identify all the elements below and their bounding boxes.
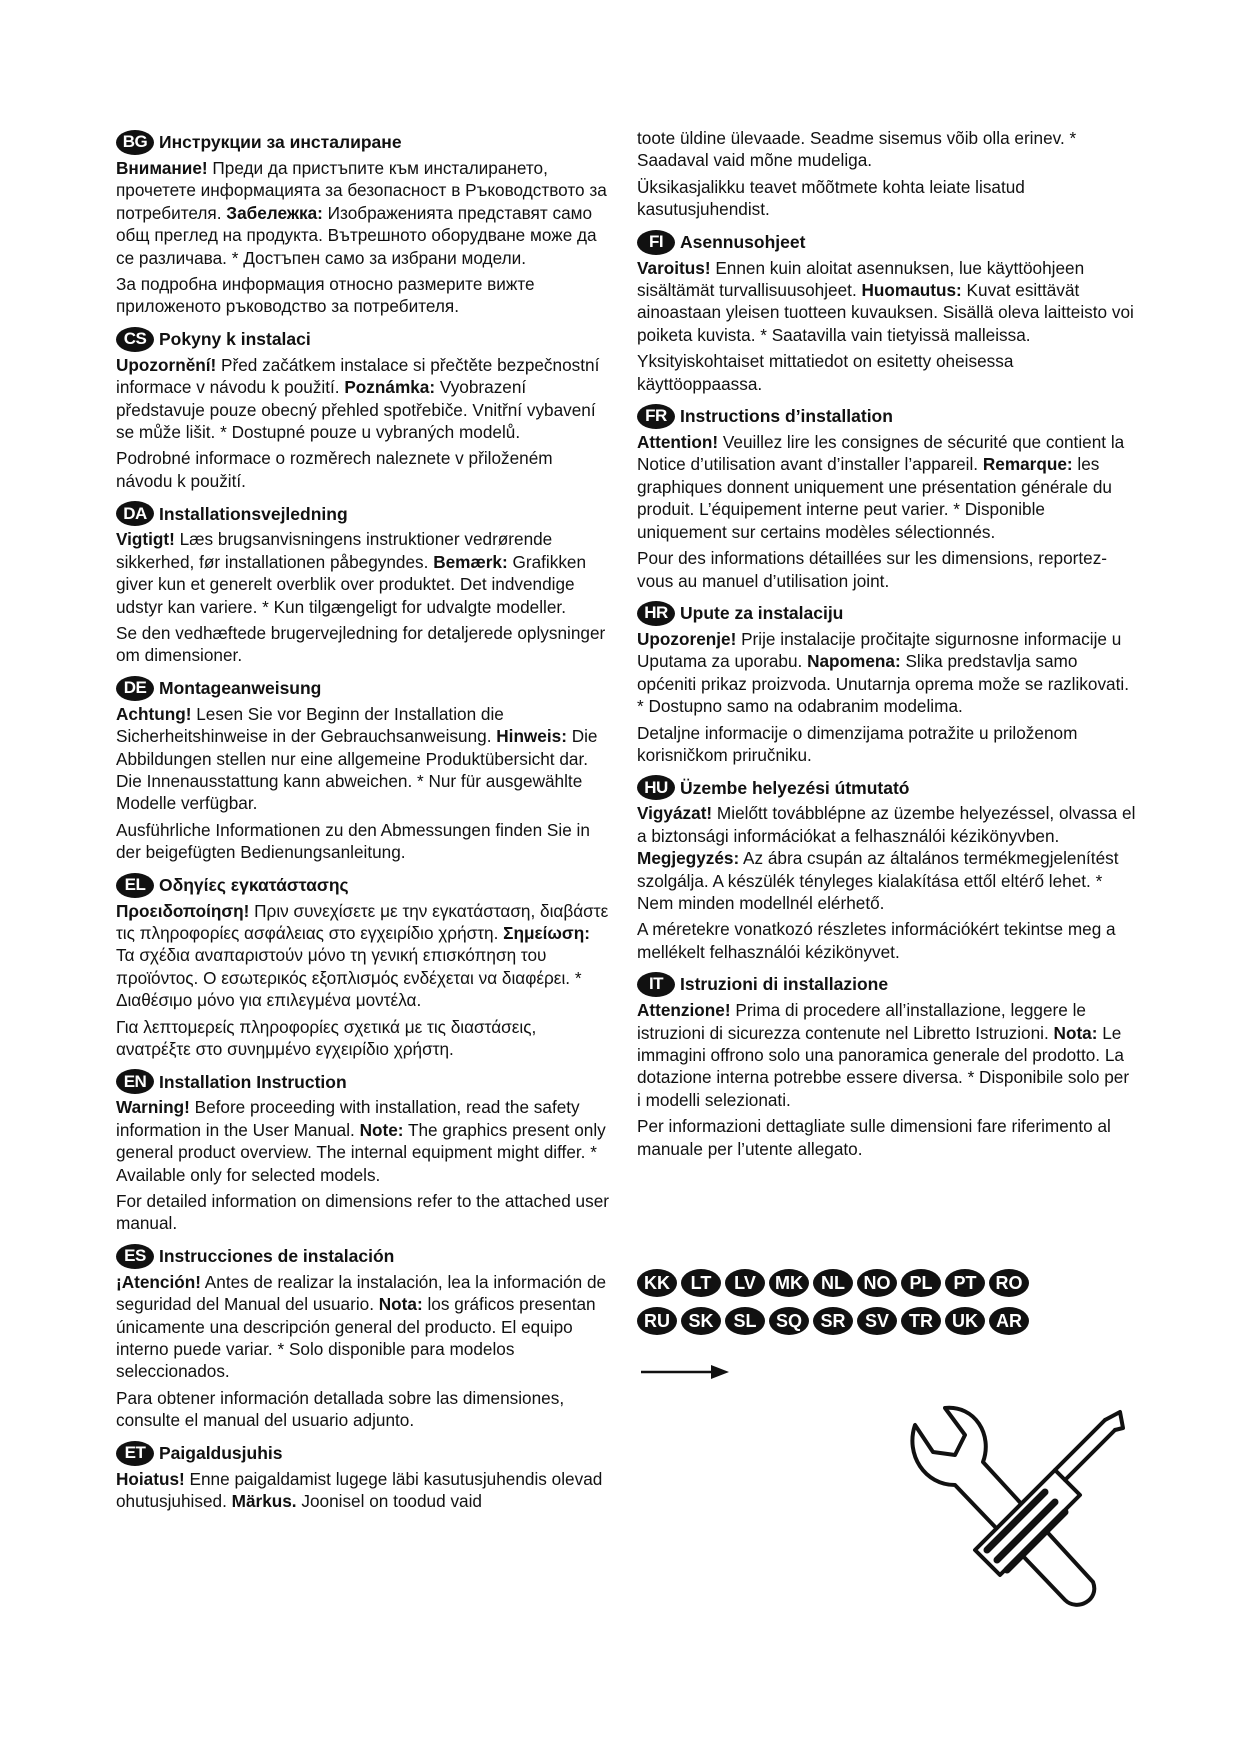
warning-text: Před začátkem instalace si přečtěte bezpečnostní informace v návodu k použití.	[116, 354, 600, 398]
language-code-row	[637, 1269, 1137, 1297]
language-code-badge: TR	[901, 1307, 941, 1335]
note-label: Σημείωση:	[503, 922, 590, 943]
dimensions-note: Se den vedhæftede brugervejledning for detaljerede oplysninger om dimensioner.	[116, 622, 606, 666]
section-title: Instrucciones de instalación	[159, 1246, 395, 1267]
dimensions-note: Για λεπτομερείς πληροφορίες σχετικά με τις διαστάσεις, ανατρέξτε στο συνημμένο εγχειρίδιο χρήστη.	[116, 1016, 537, 1059]
language-code-grid	[637, 1269, 1137, 1345]
warning-label: Προειδοποίηση!	[116, 900, 250, 921]
warning-label: Vigtigt!	[116, 529, 175, 550]
language-code-badge: LV	[725, 1269, 765, 1297]
warning-label: ¡Atención!	[116, 1271, 201, 1292]
language-code-badge: PT	[945, 1269, 985, 1297]
warning-label: Warning!	[116, 1097, 190, 1118]
warning-label: Attenzione!	[637, 1000, 731, 1021]
warning-label: Upozornění!	[116, 354, 217, 375]
language-code-badge: NL	[813, 1269, 853, 1297]
section-body	[116, 900, 610, 1012]
note-text: Grafikken giver kun et generelt overblik over produktet. Det indvendige udstyr kan variere. * Kun tilgængeligt for udvalgte modeller.	[116, 551, 587, 617]
note-label: Megjegyzés:	[637, 848, 740, 869]
note-text: Die Abbildungen stellen nur eine allgemeine Produktübersicht dar. Die Innenausstattung kann abweichen. * Nur für ausgewählte Modelle verfügbar.	[116, 726, 598, 814]
dimensions-note: For detailed information on dimensions refer to the attached user manual.	[116, 1191, 609, 1234]
section-body	[116, 1096, 610, 1186]
section-bg	[116, 130, 610, 318]
section-hr	[637, 601, 1137, 766]
language-badge: EL	[116, 873, 154, 898]
section-header	[637, 230, 1137, 255]
language-badge: DA	[116, 501, 154, 526]
section-en	[116, 1069, 610, 1234]
warning-label: Vigyázat!	[637, 803, 713, 824]
language-code-badge: MK	[769, 1269, 809, 1297]
note-text: los gráficos presentan únicamente una descripción general del producto. El equipo interno puede variar. * Solo disponible para modelos seleccionados.	[116, 1294, 596, 1382]
dimensions-note: Per informazioni dettagliate sulle dimensioni fare riferimento al manuale per l’utente allegato.	[637, 1116, 1111, 1159]
section-body	[116, 1468, 610, 1513]
warning-text: Before proceeding with installation, read the safety information in the User Manual.	[116, 1097, 580, 1140]
section-body	[116, 354, 610, 444]
section-title: Pokyny k instalaci	[159, 329, 311, 350]
section-title: Asennusohjeet	[680, 231, 806, 252]
dimensions-note: Para obtener información detallada sobre las dimensiones, consulte el manual del usuario adjunto.	[116, 1387, 565, 1431]
section-de	[116, 676, 610, 864]
section-title: Installation Instruction	[159, 1071, 347, 1092]
section-body	[116, 1271, 610, 1383]
warning-text: Prije instalacije pročitajte sigurnosne informacije u Uputama za uporabu.	[637, 628, 1122, 672]
language-code-row	[637, 1307, 1137, 1335]
warning-label: Attention!	[637, 432, 719, 453]
warning-text: Ennen kuin aloitat asennuksen, lue käyttöohjeen sisältämät turvallisuusohjeet.	[637, 257, 1085, 301]
language-code-badge: SQ	[769, 1307, 809, 1335]
dimensions-note: Detaljne informacije o dimenzijama potražite u priloženom korisničkom priručniku.	[637, 722, 1078, 765]
section-body	[637, 628, 1137, 718]
continuation-extra: Üksikasjalikku teavet mõõtmete kohta leiate lisatud kasutusjuhendist.	[637, 176, 1025, 220]
section-fr	[637, 404, 1137, 592]
section-title: Paigaldusjuhis	[159, 1442, 283, 1463]
language-code-badge: NO	[857, 1269, 897, 1297]
language-badge: HU	[637, 775, 675, 800]
dimensions-note: Podrobné informace o rozměrech naleznete v přiloženém návodu k použití.	[116, 448, 553, 491]
section-body	[116, 157, 610, 269]
note-label: Bemærk:	[433, 551, 508, 572]
note-text: Joonisel on toodud vaid	[296, 1491, 482, 1512]
section-it	[637, 972, 1137, 1160]
language-code-badge: AR	[989, 1307, 1029, 1335]
section-hu	[637, 775, 1137, 963]
language-badge: HR	[637, 601, 675, 626]
section-header	[637, 775, 1137, 800]
warning-label: Achtung!	[116, 703, 192, 724]
dimensions-note: Yksityiskohtaiset mittatiedot on esitetty oheisessa käyttöoppaassa.	[637, 351, 1014, 394]
note-text: Slika predstavlja samo općeniti prikaz proizvoda. Unutarnja oprema može se razlikovati. * Dostupno samo na odabranim modelima.	[637, 651, 1129, 717]
language-code-badge: SL	[725, 1307, 765, 1335]
section-header	[637, 972, 1137, 997]
section-el	[116, 873, 610, 1061]
section-header	[637, 601, 1137, 626]
warning-label: Внимание!	[116, 158, 208, 178]
language-badge: EN	[116, 1069, 154, 1094]
section-title: Upute za instalaciju	[680, 603, 844, 624]
language-code-badge: LT	[681, 1269, 721, 1297]
section-header	[116, 501, 610, 526]
warning-text: Enne paigaldamist lugege läbi kasutusjuhendis olevad ohutusjuhised.	[116, 1468, 603, 1512]
warning-text: Mielőtt továbblépne az üzembe helyezéssel, olvassa el a biztonsági információkat a felhasználói kézikönyvben.	[637, 803, 1136, 846]
section-es	[116, 1244, 610, 1432]
language-badge: DE	[116, 676, 154, 701]
note-label: Забележка:	[226, 202, 323, 223]
section-body	[637, 802, 1137, 914]
dimensions-note: Ausführliche Informationen zu den Abmessungen finden Sie in der beigefügten Bedienungsanleitung.	[116, 819, 590, 863]
language-code-badge: RO	[989, 1269, 1029, 1297]
section-header	[116, 130, 610, 155]
section-header	[116, 1441, 610, 1466]
arrow-right-icon	[641, 1362, 731, 1382]
section-header	[116, 1244, 610, 1269]
language-code-badge: SK	[681, 1307, 721, 1335]
section-fi	[637, 230, 1137, 395]
warning-text: Veuillez lire les consignes de sécurité que contient la Notice d’utilisation avant d’installer l’appareil.	[637, 432, 1125, 475]
warning-text: Преди да пристъпите към инсталирането, прочетете информацията за безопасност в Ръководството за потребителя.	[116, 158, 607, 223]
warning-label: Varoitus!	[637, 257, 711, 278]
language-code-badge: UK	[945, 1307, 985, 1335]
language-code-badge: SV	[857, 1307, 897, 1335]
section-body	[637, 999, 1137, 1111]
language-code-badge: KK	[637, 1269, 677, 1297]
dimensions-note: За подробна информация относно размерите вижте приложеното ръководство за потребителя.	[116, 274, 535, 317]
note-label: Nota:	[378, 1294, 423, 1315]
section-body	[637, 431, 1137, 543]
note-text: Le immagini offrono solo una panoramica generale del prodotto. La dotazione interna potrebbe essere diversa. * Disponibile solo per i modelli selezionati.	[637, 1022, 1130, 1110]
section-title: Istruzioni di installazione	[680, 974, 889, 995]
language-badge: ES	[116, 1244, 154, 1269]
note-text: Vyobrazení představuje pouze obecný přehled spotřebiče. Vnitřní vybavení se může lišit. * Dostupné pouze u vybraných modelů.	[116, 377, 596, 443]
note-label: Remarque:	[982, 454, 1073, 475]
language-badge: ET	[116, 1441, 154, 1466]
right-column	[637, 127, 1137, 1169]
section-title: Installationsvejledning	[159, 503, 348, 524]
note-label: Nota:	[1053, 1022, 1098, 1043]
language-badge: FR	[637, 404, 675, 429]
continuation-text: toote üldine ülevaade. Seadme sisemus võib olla erinev. * Saadaval vaid mõne mudeliga.	[637, 128, 1077, 171]
language-badge: IT	[637, 972, 675, 997]
language-code-badge: SR	[813, 1307, 853, 1335]
language-code-badge: PL	[901, 1269, 941, 1297]
note-label: Napomena:	[807, 651, 901, 672]
warning-text: Πριν συνεχίσετε με την εγκατάσταση, διαβάστε τις πληροφορίες ασφάλειας στο εγχειρίδιο χρήστη.	[116, 900, 609, 943]
note-label: Huomautus:	[861, 280, 962, 301]
dimensions-note: Pour des informations détaillées sur les dimensions, reportez-vous au manuel d’utilisation joint.	[637, 548, 1108, 591]
language-code-badge: RU	[637, 1307, 677, 1335]
note-text: The graphics present only general product overview. The internal equipment might differ. * Available only for selected models.	[116, 1119, 606, 1185]
section-et	[116, 1441, 610, 1513]
section-header	[116, 327, 610, 352]
wrench-screwdriver-icon	[905, 1400, 1135, 1630]
section-title: Οδηγίες εγκατάστασης	[159, 874, 349, 895]
note-label: Poznámka:	[344, 377, 436, 398]
section-title: Montageanweisung	[159, 678, 322, 699]
section-body	[116, 528, 610, 618]
warning-text: Antes de realizar la instalación, lea la información de seguridad del Manual del usuario.	[116, 1271, 607, 1315]
warning-text: Prima di procedere all’installazione, leggere le istruzioni di sicurezza contenute nel Libretto Istruzioni.	[637, 1000, 1086, 1043]
note-label: Märkus.	[231, 1491, 297, 1512]
note-text: Τα σχέδια αναπαριστούν μόνο τη γενική επισκόπηση του προϊόντος. Ο εσωτερικός εξοπλισμός ενδέχεται να διαφέρει. * Διαθέσιμο μόνο για επιλεγμένα μοντέλα.	[116, 945, 582, 1011]
section-title: Инструкции за инсталиране	[159, 132, 402, 153]
dimensions-note: A méretekre vonatkozó részletes információkért tekintse meg a mellékelt felhasználói kézikönyvet.	[637, 919, 1116, 962]
left-column	[116, 130, 610, 1522]
section-header	[116, 676, 610, 701]
language-badge: BG	[116, 130, 154, 155]
section-header	[116, 1069, 610, 1094]
note-text: les graphiques donnent uniquement une présentation générale du produit. L’équipement interne peut varier. * Disponible uniquement sur certains modèles sélectionnés.	[637, 454, 1112, 542]
section-body	[637, 257, 1137, 347]
section-cs	[116, 327, 610, 492]
section-title: Üzembe helyezési útmutató	[680, 777, 910, 798]
section-header	[637, 404, 1137, 429]
warning-text: Læs brugsanvisningens instruktioner vedrørende sikkerhed, før installationen påbegyndes.	[116, 529, 553, 572]
note-text: Kuvat esittävät ainoastaan yleisen tuotteen kuvauksen. Sisällä oleva laitteisto voi poiketa kuvista. * Saatavilla vain tietyissä malleissa.	[637, 280, 1134, 345]
language-badge: FI	[637, 230, 675, 255]
section-da	[116, 501, 610, 666]
note-label: Hinweis:	[496, 726, 567, 747]
note-text: Az ábra csupán az általános termékmegjelenítést szolgálja. A készülék tényleges kialakítása ettől eltérő lehet. * Nem minden modellnél elérhető.	[637, 848, 1119, 913]
section-title: Instructions d’installation	[680, 406, 893, 427]
section-body	[116, 703, 610, 815]
note-text: Изображенията представят само общ преглед на продукта. Вътрешното оборудване може да се различава. * Достъпен само за избрани модели.	[116, 202, 597, 268]
warning-text: Lesen Sie vor Beginn der Installation die Sicherheitshinweise in der Gebrauchsanweisung.	[116, 703, 504, 747]
warning-label: Hoiatus!	[116, 1468, 185, 1489]
note-label: Note:	[359, 1119, 404, 1140]
language-badge: CS	[116, 327, 154, 352]
section-header	[116, 873, 610, 898]
warning-label: Upozorenje!	[637, 628, 737, 649]
